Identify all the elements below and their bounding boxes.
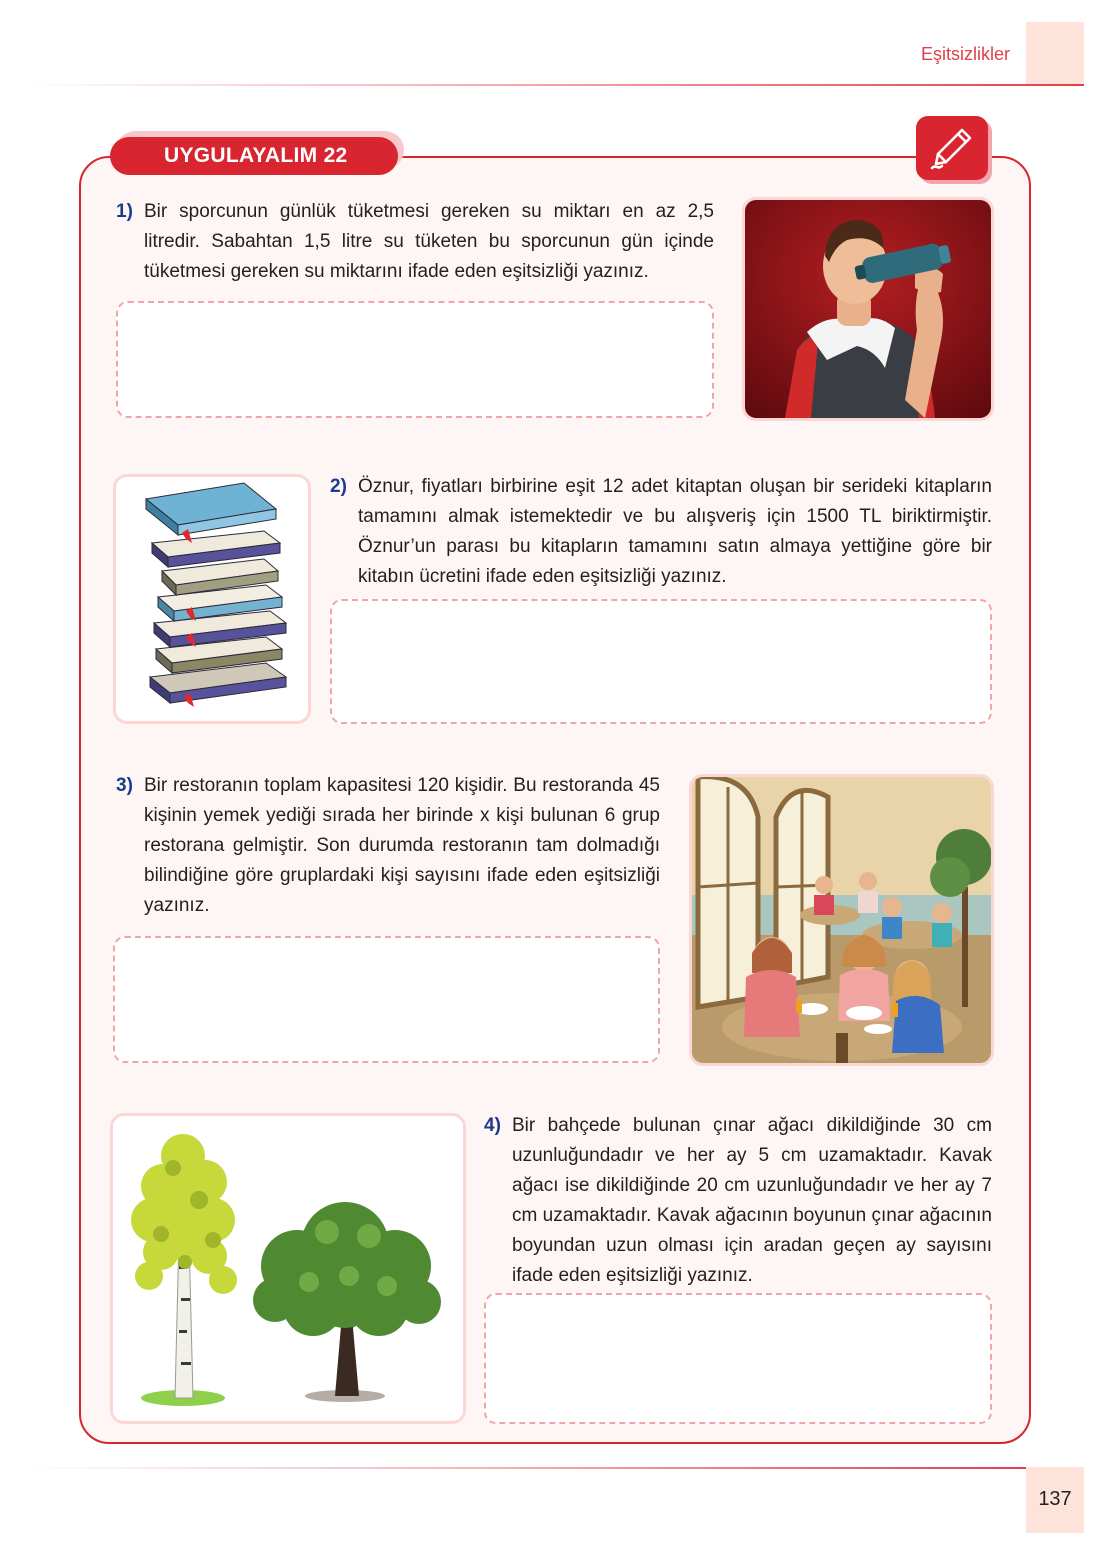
- question-2: [330, 472, 992, 592]
- answer-box-3[interactable]: [113, 936, 660, 1063]
- question-number: 1): [116, 201, 133, 222]
- question-text: Bir bahçede bulunan çınar ağacı dikildiğinde 30 cm uzunluğundadır ve her ay 5 cm uzamaktadır. Kavak ağacı ise dikildiğinde 20 cm uzunluğundadır ve her ay 7 cm uzamaktadır. Kavak ağacının boyunun çınar ağacının boyundan uzun olması için aradan geçen ay sayısını ifade eden eşitsizliği yazınız.: [512, 1115, 992, 1286]
- footer-divider: [24, 1467, 1026, 1469]
- pencil-icon: [916, 116, 988, 180]
- page-number: 137: [1038, 1488, 1072, 1510]
- header-tab: [1026, 22, 1084, 84]
- question-4: [484, 1111, 992, 1291]
- question-text: Bir sporcunun günlük tüketmesi gereken su miktarı en az 2,5 litredir. Sabahtan 1,5 litre su tüketen bu sporcunun gün içinde tüketmesi gereken su miktarını ifade eden eşitsizliği yazınız.: [144, 201, 714, 282]
- header-divider: [24, 84, 1084, 86]
- answer-box-2[interactable]: [330, 599, 992, 724]
- question-text: Bir restoranın toplam kapasitesi 120 kişidir. Bu restoranda 45 kişinin yemek yediği sırada her birinde x kişi bulunan 6 grup restorana gelmiştir. Son durumda restoranın tam dolmadığı bilindiğine göre gruplardaki kişi sayısını ifade eden eşitsizliği yazınız.: [144, 775, 660, 916]
- restaurant-image: [689, 774, 994, 1066]
- activity-title: UYGULAYALIM 22: [110, 137, 398, 175]
- book-stack-image: [113, 474, 311, 724]
- question-1: [116, 197, 714, 287]
- athlete-drinking-image: [742, 197, 994, 421]
- question-3: [116, 771, 660, 921]
- trees-image: [110, 1113, 466, 1424]
- question-number: 2): [330, 476, 347, 497]
- answer-box-1[interactable]: [116, 301, 714, 418]
- question-text: Öznur, fiyatları birbirine eşit 12 adet kitaptan oluşan bir serideki kitapların tamamını almak istemektedir ve bu alışveriş için 1500 TL biriktirmiştir. Öznur’un parası bu kitapların tamamını satın almaya yettiğine göre bir kitabın ücretini ifade eden eşitsizliği yazınız.: [358, 476, 992, 587]
- question-number: 3): [116, 775, 133, 796]
- answer-box-4[interactable]: [484, 1293, 992, 1424]
- section-title: Eşitsizlikler: [920, 44, 1010, 64]
- question-number: 4): [484, 1115, 501, 1136]
